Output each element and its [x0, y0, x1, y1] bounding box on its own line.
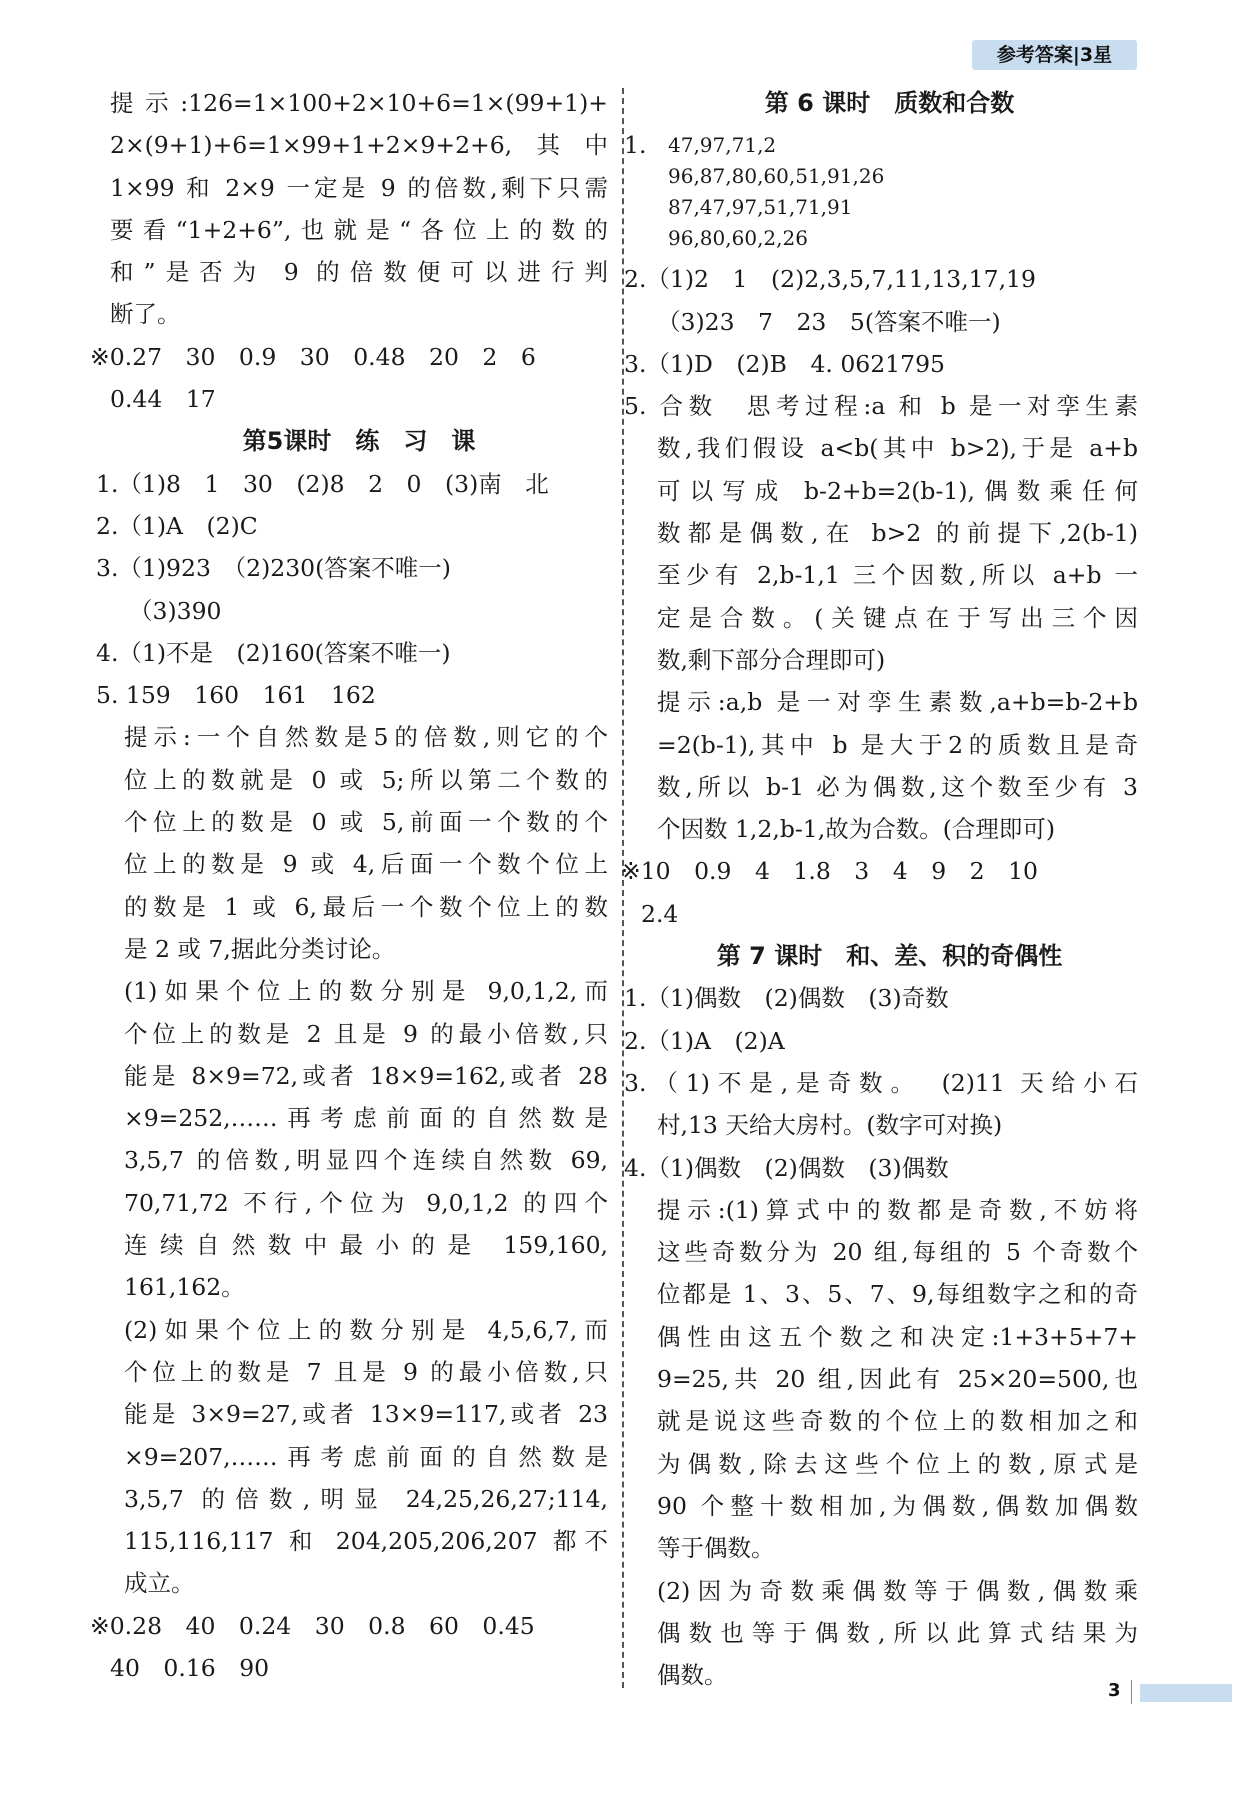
hint-line: 1×99 和 2×9 一定是 9 的倍数,剩下只需 [110, 173, 608, 202]
hint-line: 等于偶数。 [657, 1534, 775, 1563]
hint-block-1 [110, 82, 608, 336]
hint-line: 成立。 [124, 1569, 195, 1598]
extra-line: ※10 0.9 4 1.8 3 4 9 2 10 [621, 857, 1038, 886]
hint-line: 个位上的数是 2 且是 9 的最小倍数,只 [124, 1019, 608, 1048]
hint-line: 连续自然数中最小的是 159,160, [124, 1231, 608, 1260]
hint-line: 3,5,7 的倍数,明显四个连续自然数 69, [124, 1146, 608, 1175]
answer-line: 1.（1)8 1 30 (2)8 2 0 (3)南 北 [96, 469, 549, 498]
hint-line: 提示:(1)算式中的数都是奇数,不妨将 [657, 1195, 1138, 1224]
answers-lesson-7 [624, 977, 1138, 1188]
answer-line: 5. 合数 思考过程:a 和 b 是一对孪生素 [624, 392, 1138, 421]
answer-line: 数,剩下部分合理即可) [657, 645, 886, 674]
answer-line: 5. 159 160 161 162 [96, 681, 376, 710]
hint-line: 能是 8×9=72,或者 18×9=162,或者 28 [124, 1061, 608, 1090]
section-title-lesson-7: 第 7 课时 和、差、积的奇偶性 [716, 942, 1063, 971]
section-title-lesson-5: 第5课时 练 习 课 [242, 427, 476, 456]
hint-block-lesson-5 [110, 716, 608, 1604]
section-title-lesson-6: 第 6 课时 质数和合数 [764, 89, 1015, 117]
hint-line: 位上的数就是 0 或 5;所以第二个数的 [124, 765, 608, 794]
answers-lesson-5 [96, 463, 608, 717]
extra-line: ※0.28 40 0.24 30 0.8 60 0.45 [90, 1611, 535, 1640]
hint-line: 个位上的数是 7 且是 9 的最小倍数,只 [124, 1357, 608, 1386]
hint-line: 是 2 或 7,据此分类讨论。 [124, 934, 396, 963]
page-number-separator [1131, 1680, 1132, 1704]
answer-line: 3.（1)不是,是奇数。 (2)11 天给小石 [624, 1068, 1138, 1097]
hint-line: 2×(9+1)+6=1×99+1+2×9+2+6,其中 [110, 131, 608, 160]
hint-line: (2)如果个位上的数分别是 4,5,6,7,而 [124, 1315, 608, 1344]
answer-line: 可以写成 b-2+b=2(b-1),偶数乘任何 [657, 476, 1138, 505]
hint-line: =2(b-1),其中 b 是大于2的质数且是奇 [657, 730, 1138, 759]
answer-line: （3)390 [129, 596, 222, 625]
hint-line: 的数是 1 或 6,最后一个数个位上的数 [124, 892, 608, 921]
hint-line: 3,5,7 的倍数,明显 24,25,26,27;114, [124, 1484, 608, 1513]
answer-number: 1. [624, 131, 647, 160]
answer-line: 村,13 天给大房村。(数字可对换) [657, 1111, 1003, 1140]
answer-line: 96,87,80,60,51,91,26 [668, 164, 885, 189]
extra-line: 2.4 [641, 899, 679, 928]
hint-line: ×9=252,……再考虑前面的自然数是 [124, 1104, 608, 1133]
answer-line: 87,47,97,51,71,91 [668, 195, 853, 220]
answer-line: 96,80,60,2,26 [668, 226, 808, 251]
hint-line: 这些奇数分为 20 组,每组的 5 个奇数个 [657, 1238, 1138, 1267]
hint-line: 70,71,72 不行,个位为 9,0,1,2 的四个 [124, 1188, 608, 1217]
answer-line: 定是合数。(关键点在于写出三个因 [657, 603, 1138, 632]
answer-line: 数,我们假设 a<b(其中 b>2),于是 a+b [657, 434, 1138, 463]
hint-line: 为偶数,除去这些个位上的数,原式是 [657, 1449, 1138, 1478]
answer-line: 4.（1)不是 (2)160(答案不唯一) [96, 638, 451, 667]
answer-line: 2.（1)2 1 (2)2,3,5,7,11,13,17,19 [624, 265, 1036, 294]
hint-line: 就是说这些奇数的个位上的数相加之和 [657, 1407, 1138, 1436]
left-column [90, 82, 608, 1689]
hint-line: 和”是否为 9 的倍数便可以进行判 [110, 258, 608, 287]
answer-line: 1.（1)偶数 (2)偶数 (3)奇数 [624, 984, 949, 1013]
answer-line: 2.（1)A (2)C [96, 511, 258, 540]
answer-line: （3)23 7 23 5(答案不唯一) [657, 307, 1001, 336]
extra-line: 0.44 17 [110, 385, 216, 414]
answer-line: 3.（1)923 （2)230(答案不唯一) [96, 554, 451, 583]
extra-block-2 [90, 1605, 608, 1690]
answer-line: 2.（1)A (2)A [624, 1026, 785, 1055]
hint-block-lesson-6 [641, 681, 1138, 850]
hint-line: ×9=207,……再考虑前面的自然数是 [124, 1442, 608, 1471]
hint-line: 提示:一个自然数是5的倍数,则它的个 [124, 723, 608, 752]
hint-line: (1)如果个位上的数分别是 9,0,1,2,而 [124, 977, 608, 1006]
hint-line: 115,116,117 和 204,205,206,207 都不 [124, 1527, 608, 1556]
answer-line: 4.（1)偶数 (2)偶数 (3)偶数 [624, 1153, 949, 1182]
answer-line: 数都是偶数,在 b>2 的前提下,2(b-1) [657, 519, 1138, 548]
page-number: 3 [1108, 1680, 1121, 1701]
answer-line: 至少有 2,b-1,1 三个因数,所以 a+b 一 [657, 561, 1138, 590]
answer-q1-lesson-6 [624, 124, 1138, 258]
hint-line: 偶数。 [657, 1661, 728, 1690]
page-footer-bar [1140, 1684, 1232, 1702]
right-column [621, 82, 1138, 1696]
answers-lesson-6 [624, 258, 1138, 385]
hint-line: 9=25,共 20 组,因此有 25×20=500,也 [657, 1365, 1138, 1394]
hint-line: (2)因为奇数乘偶数等于偶数,偶数乘 [657, 1576, 1138, 1605]
hint-line: 要看“1+2+6”,也就是“各位上的数的 [110, 215, 608, 244]
hint-line: 个位上的数是 0 或 5,前面一个数的个 [124, 808, 608, 837]
hint-line: 位都是 1、3、5、7、9,每组数字之和的奇 [657, 1280, 1138, 1309]
hint-line: 90 个整十数相加,为偶数,偶数加偶数 [657, 1491, 1138, 1520]
answer-q5-lesson-6 [624, 385, 1138, 681]
hint-line: 数,所以 b-1 必为偶数,这个数至少有 3 [657, 772, 1138, 801]
extra-line: ※0.27 30 0.9 30 0.48 20 2 6 [90, 342, 536, 371]
hint-line: 偶性由这五个数之和决定:1+3+5+7+ [657, 1322, 1138, 1351]
extra-block-3 [621, 850, 1138, 935]
answer-line: 3.（1)D (2)B 4. 0621795 [624, 349, 945, 378]
extra-block-1 [90, 336, 608, 421]
answer-line: 47,97,71,2 [668, 133, 777, 158]
hint-line: 161,162。 [124, 1273, 245, 1302]
hint-line: 个因数 1,2,b-1,故为合数。(合理即可) [657, 815, 1056, 844]
hint-line: 断了。 [110, 300, 181, 329]
extra-line: 40 0.16 90 [110, 1653, 270, 1682]
hint-line: 能是 3×9=27,或者 13×9=117,或者 23 [124, 1400, 608, 1429]
answer-key-tab: 参考答案|3星 [972, 40, 1137, 70]
hint-line: 提示:126=1×100+2×10+6=1×(99+1)+ [110, 89, 608, 117]
hint-block-lesson-7 [641, 1189, 1138, 1697]
hint-line: 偶数也等于偶数,所以此算式结果为 [657, 1618, 1138, 1647]
hint-line: 位上的数是 9 或 4,后面一个数个位上 [124, 850, 608, 879]
hint-line: 提示:a,b 是一对孪生素数,a+b=b-2+b [657, 688, 1138, 717]
